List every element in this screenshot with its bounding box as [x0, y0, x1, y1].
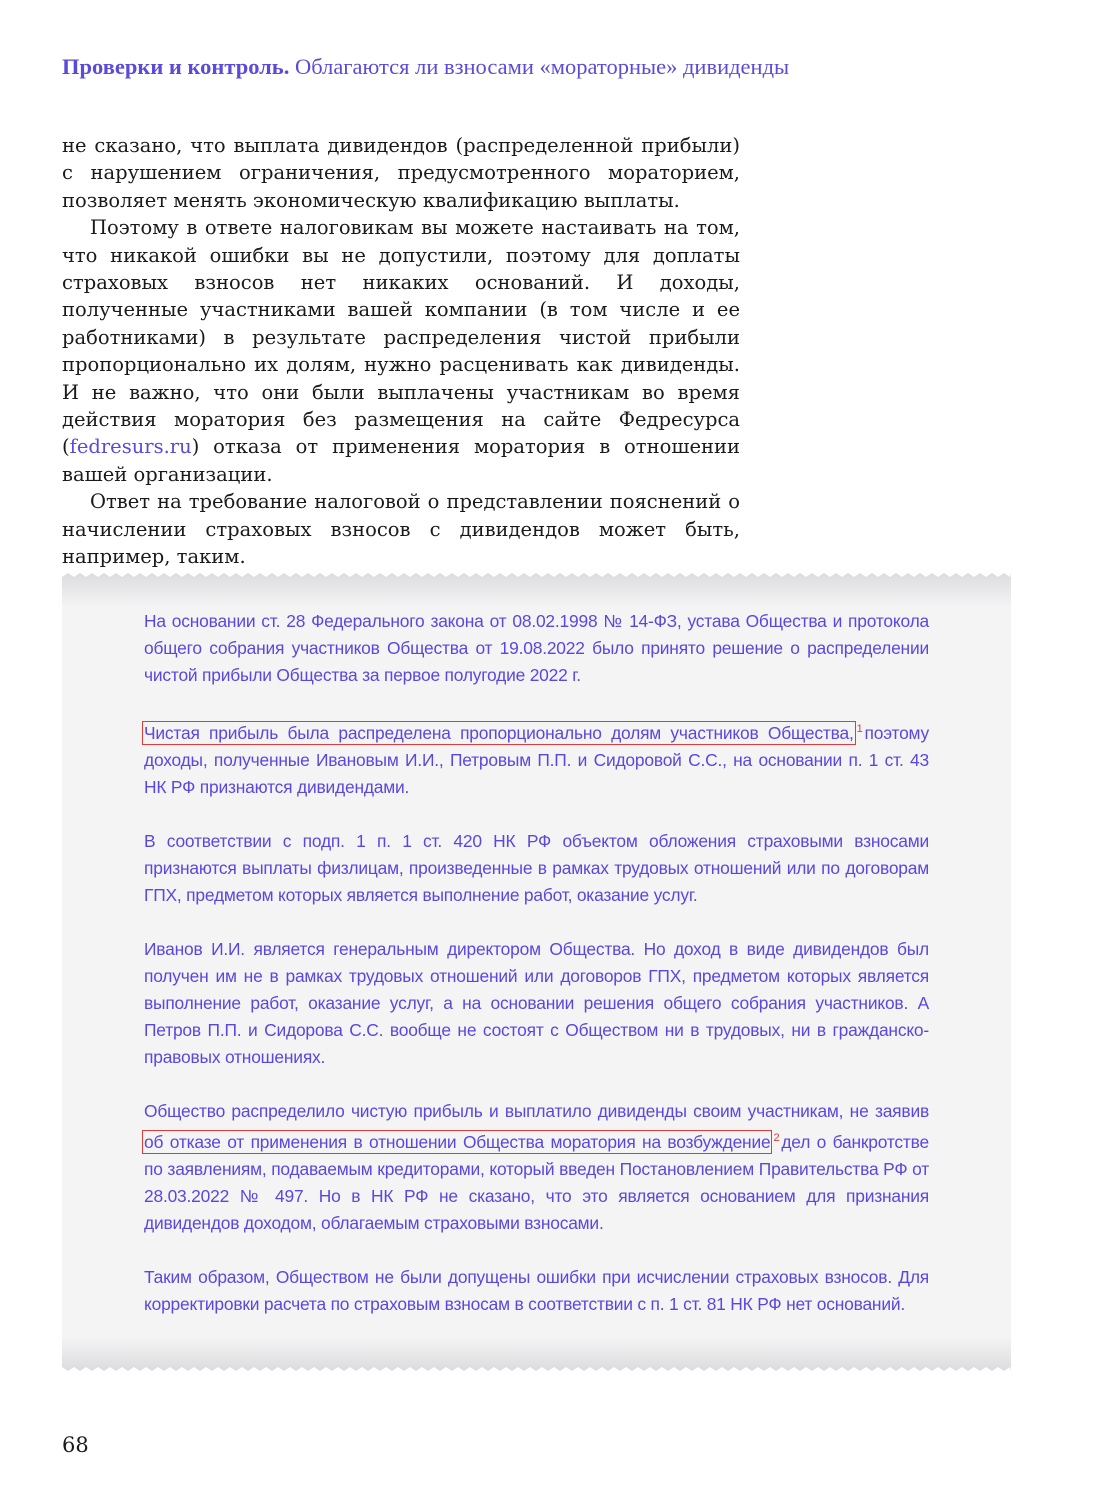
- header-article-title: Облагаются ли взносами «мораторные» дивиденды: [294, 54, 790, 79]
- highlighted-phrase-1: Чистая прибыль была распределена пропорционально долям участников Общества,: [144, 722, 854, 743]
- article-body: [62, 132, 740, 571]
- fedresurs-link[interactable]: fedresurs.ru: [69, 435, 192, 459]
- body-paragraph-1: не сказано, что выплата дивидендов (распределенной прибыли) с нарушением ограничения, предусмотренного мораторием, позволяет менять экономическую квалификацию выплаты.: [62, 134, 740, 212]
- sample-paragraph-2: [144, 716, 929, 801]
- sample-paragraph-1: На основании ст. 28 Федерального закона от 08.02.1998 № 14-ФЗ, устава Общества и протокола общего собрания участников Общества от 19.08.2022 было принято решение о распределении чистой прибыли Общества за первое полугодие 2022 г.: [144, 611, 929, 685]
- sample-paragraph-5-rest: дел о банкротстве по заявлениям, подаваемым кредиторами, который введен Постановлением Правительства РФ от 28.03.2022 № 497. Но в НК РФ не сказано, что это является основанием для признания дивидендов доходом, облагаемым страховыми взносами.: [144, 1131, 929, 1233]
- sample-paragraph-5: [144, 1098, 929, 1237]
- body-paragraph-2-tail: ) отказа от применения моратория в отношении вашей организации.: [62, 435, 740, 486]
- highlighted-phrase-2: об отказе от применения в отношении Общества моратория на возбуждение: [144, 1131, 771, 1152]
- sample-paragraph-4: Иванов И.И. является генеральным директором Общества. Но доход в виде дивидендов был получен им не в рамках трудовых отношений или договоров ГПХ, предметом которых является выполнение работ, оказание услуг, а на основании решения общего собрания участников. А Петров П.П. и Сидорова С.С. вообще не состоят с Обществом ни в трудовых, ни в гражданско-правовых отношениях.: [144, 938, 929, 1067]
- torn-edge-bottom: [62, 1337, 1011, 1371]
- body-paragraph-2: [62, 214, 740, 488]
- footnote-marker-2[interactable]: 2: [773, 1131, 780, 1144]
- body-paragraph-3: Ответ на требование налоговой о представлении пояснений о начислении страховых взносов с дивидендов может быть, например, таким.: [62, 490, 740, 569]
- footnote-marker-1[interactable]: 1: [856, 723, 863, 735]
- body-paragraph-2-text: Поэтому в ответе налоговикам вы можете настаивать на том, что никакой ошибки вы не допустили, поэтому для доплаты страховых взносов нет никаких оснований. И доходы, полученные участниками вашей компании (в том числе и ее работниками) в результате распределения чистой прибыли пропорционально их долям, нужно расценивать как дивиденды. И не важно, что они были выплачены участникам во время действия моратория без размещения на сайте Федресурса (: [62, 216, 740, 459]
- torn-edge-top: [62, 573, 1011, 607]
- sample-letter-text: [144, 608, 929, 1318]
- running-header: [62, 52, 1062, 82]
- page-number: 68: [62, 1433, 89, 1457]
- sample-paragraph-6: Таким образом, Обществом не были допущены ошибки при исчислении страховых взносов. Для корректировки расчета по страховым взносам в соответствии с п. 1 ст. 81 НК РФ нет оснований.: [144, 1266, 929, 1314]
- sample-document-box: [62, 573, 1011, 1371]
- sample-paragraph-5-start: Общество распределило чистую прибыль и выплатило дивиденды своим участникам, не заявив: [144, 1100, 929, 1121]
- sample-paragraph-3: В соответствии с подп. 1 п. 1 ст. 420 НК РФ объектом обложения страховыми взносами признаются выплаты физлицам, произведенные в рамках трудовых отношений или по договорам ГПХ, предметом которых является выполнение работ, оказание услуг.: [144, 830, 929, 905]
- sample-paragraph-2-rest: поэтому доходы, полученные Ивановым И.И., Петровым П.П. и Сидоровой С.С., на основании п. 1 ст. 43 НК РФ признаются дивидендами.: [144, 722, 929, 797]
- header-section-title: Проверки и контроль.: [62, 54, 290, 79]
